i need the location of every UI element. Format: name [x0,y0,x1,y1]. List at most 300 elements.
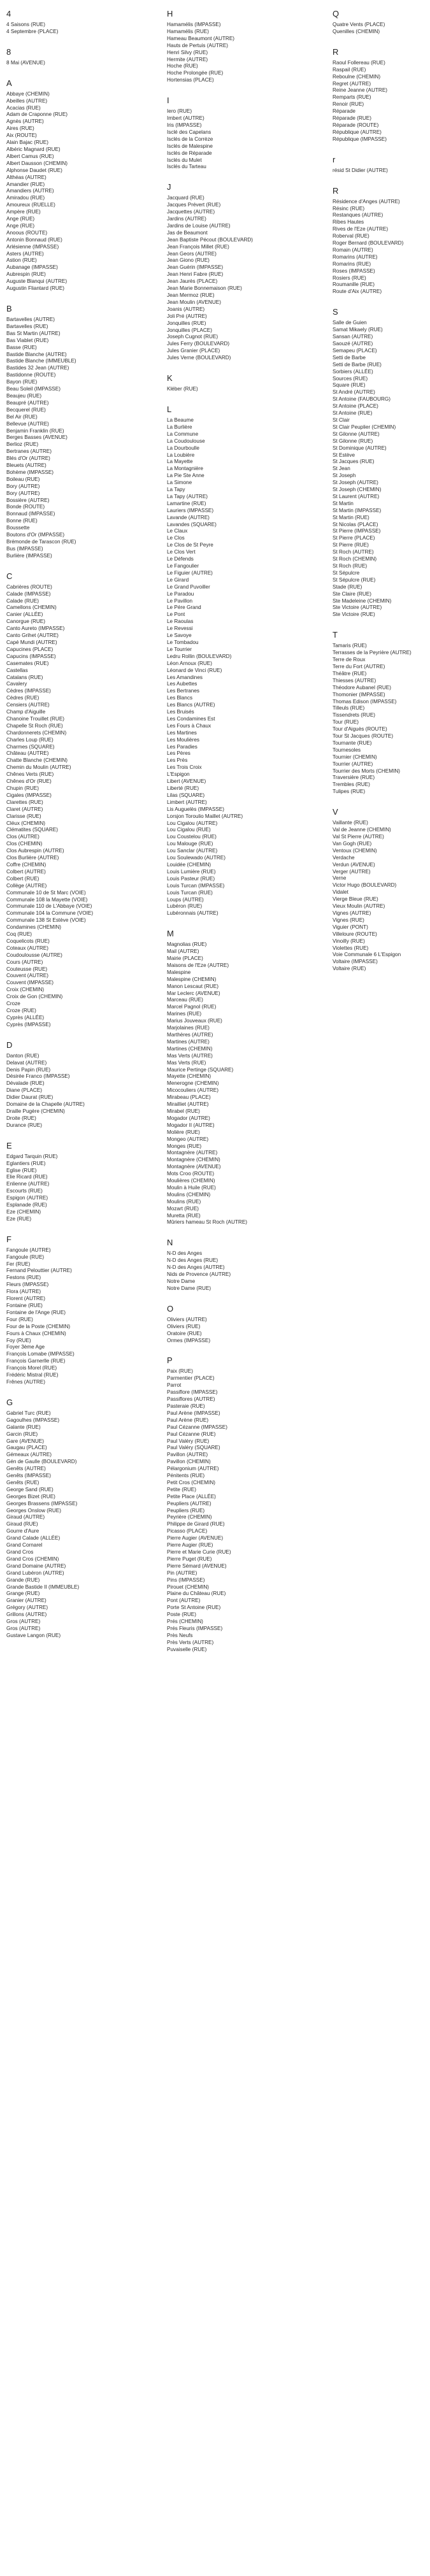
street-entry: Gare (AVENUE) [6,1438,44,1444]
street-entry: Les Fours à Chaux [167,722,211,729]
letter-group [6,9,140,36]
street-entry: Bastide Blanche (IMMEUBLE) [6,358,76,364]
street-entry: St Jacques (RUE) [333,459,375,465]
street-entry: Bory (AUTRE) [6,490,40,496]
street-entry: St Antoine (FAUBOURG) [333,396,391,403]
street-entry: Verdache [333,854,355,861]
street-entry: Terre de Roux [333,657,366,663]
street-entry: Fangoule (AUTRE) [6,1247,51,1253]
street-entry: Jean Guérin (IMPASSE) [167,264,224,271]
street-entry: Gustave Langon (RUE) [6,1632,61,1638]
street-entry: Foy (RUE) [6,1337,31,1343]
street-entry: Coteaux (AUTRE) [6,945,48,951]
street-entry: Ste Claire (RUE) [333,590,371,597]
street-entry: Martines (CHEMIN) [167,1045,213,1052]
street-entry: Camellons (CHEMIN) [6,605,57,611]
street-entry: Danton (RUE) [6,1052,39,1059]
street-entry: Coudoulousse (AUTRE) [6,952,62,958]
street-entry: Benjamin Franklin (RUE) [6,427,64,434]
street-entry: Malespine [167,969,191,975]
street-entry: Chapelle St Roch (RUE) [6,722,63,729]
street-entry: Granier (AUTRE) [6,1598,47,1604]
street-entry: Festons (RUE) [6,1275,41,1281]
street-list [167,1317,301,1345]
letter-group [167,1304,301,1345]
street-entry: La Pie Ste Anne [167,473,204,479]
street-entry: Philippe de Girard (RUE) [167,1521,225,1528]
street-entry: Aubrespin (RUE) [6,271,46,278]
street-entry: Bartavelles (AUTRE) [6,317,55,322]
letter-group [167,182,301,362]
street-entry: Amandier (RUE) [6,181,45,187]
street-entry: Charles Loup (RUE) [6,736,54,743]
group-letter-heading: 4 [6,9,11,18]
street-entry: St Sépulcre (RUE) [333,576,376,583]
street-entry: Pins (IMPASSE) [167,1577,205,1583]
street-entry: Vierge Bleue (RUE) [333,896,378,903]
street-entry: Viguier (PONT) [333,924,368,930]
street-entry: Le Tourrier [167,646,192,652]
street-entry: Florent (AUTRE) [6,1296,45,1302]
street-entry: Jean François Millet (RUE) [167,243,229,250]
street-list [333,60,430,143]
street-entry: Roses (IMPASSE) [333,268,375,274]
group-letter-heading: V [333,807,338,817]
group-letter-heading: C [6,571,13,581]
street-entry: Mirabel (RUE) [167,1108,200,1114]
street-entry: Thiesses (AUTRE) [333,677,376,683]
street-entry: Salle de Guien [333,320,367,326]
street-entry: Restanques (AUTRE) [333,212,383,218]
street-entry: La Dourboulle [167,445,199,451]
street-entry: Cyprès (ALLÉE) [6,1014,45,1020]
street-entry: République (IMPASSE) [333,136,387,142]
street-entry: Ste Victoire (AUTRE) [333,605,382,611]
street-entry: Pirouet (CHEMIN) [167,1584,209,1590]
street-entry: Cléux (CHEMIN) [6,820,45,826]
street-entry: Grand Cros (CHEMIN) [6,1556,59,1562]
street-entry: St Pierre (PLACE) [333,535,375,541]
street-entry: Tamaris (RUE) [333,643,367,649]
street-entry: Petite (RUE) [167,1486,196,1492]
street-entry: Grande (RUE) [6,1577,40,1583]
street-entry: Albert Dausson (CHEMIN) [6,160,68,166]
street-entry: Marthères (AUTRE) [167,1032,213,1038]
street-entry: Alphonse Daudet (RUE) [6,167,62,173]
street-entry: Trembles (RUE) [333,782,370,788]
street-entry: Adam de Craponne (RUE) [6,111,68,118]
street-entry: Les Bertranes [167,688,199,694]
street-entry: Jas de Beaumont [167,229,208,236]
street-entry: Voltaire (IMPASSE) [333,959,378,965]
group-letter-heading: J [167,182,171,192]
street-entry: Tournier (CHEMIN) [333,754,377,760]
street-entry: Tour St Jacques (ROUTE) [333,733,394,740]
street-entry: Tulipes (RUE) [333,789,366,795]
index-column-1 [6,9,140,1651]
street-entry: Eze (CHEMIN) [6,1208,41,1215]
street-entry: Le Fangoulier [167,563,199,569]
street-entry: Molière (RUE) [167,1129,200,1135]
street-entry: Paul Arène (RUE) [167,1417,209,1423]
street-entry: Diane (PLACE) [6,1087,42,1094]
street-entry: Maisons de l'Eze (AUTRE) [167,962,229,968]
street-entry: Georges Bizet (RUE) [6,1493,55,1499]
street-entry: Colbert (AUTRE) [6,868,46,875]
street-entry: La Tapy [167,487,185,493]
street-list [167,386,301,393]
street-entry: Le Défends [167,556,194,562]
letter-group [333,47,430,143]
street-entry: Parrot [167,1382,182,1389]
street-entry: Croix de Gon (CHEMIN) [6,994,63,1000]
street-entry: Georges Onslow (RUE) [6,1507,61,1513]
street-entry: Reine Jeanne (AUTRE) [333,87,388,94]
street-entry: Droite (RUE) [6,1115,36,1121]
street-entry: Route d'Aix (AUTRE) [333,289,382,295]
street-entry: Coquelicots (RUE) [6,938,50,944]
group-letter-heading: r [333,154,336,164]
street-entry: Jean Marie Bonnemaison (RUE) [167,285,242,292]
street-entry: Jean Moulin (AVENUE) [167,299,221,305]
street-entry: Thomas Edison (IMPASSE) [333,698,397,705]
street-entry: Basse (RUE) [6,344,37,350]
street-entry: Cyprès (IMPASSE) [6,1021,51,1027]
street-entry: Paul Cézanne (RUE) [167,1431,216,1437]
street-entry: Joanis (AUTRE) [167,306,205,312]
street-entry: L'Espigon [167,771,190,778]
street-entry: Couvent (AUTRE) [6,973,48,979]
street-entry: Peupliers (AUTRE) [167,1500,211,1506]
street-entry: Mas Verts (AUTRE) [167,1052,213,1059]
street-entry: St Estève [333,452,355,458]
street-entry: St Martin (IMPASSE) [333,507,382,513]
street-entry: Bastide Blanche (AUTRE) [6,351,67,357]
street-entry: Square (RUE) [333,382,366,389]
street-entry: Chatte Blanche (CHEMIN) [6,757,68,764]
street-entry: Gabriel Turc (RUE) [6,1410,51,1416]
street-entry: Notre Dame [167,1278,196,1284]
street-entry: Les Pères [167,750,190,757]
street-entry: Le Paradou [167,590,194,597]
street-entry: Le Tombadou [167,639,199,645]
street-entry: Lou Cigalou (RUE) [167,827,211,833]
street-entry: Jacques Prévert (RUE) [167,202,221,208]
street-entry: Clarettes (RUE) [6,799,43,805]
street-entry: Bel Air (RUE) [6,413,38,420]
street-entry: Boileau (RUE) [6,476,40,482]
street-entry: Georges Brassens (IMPASSE) [6,1500,78,1506]
street-entry: Enlienne (AUTRE) [6,1181,50,1187]
street-entry: Mirailliet (AUTRE) [167,1101,209,1108]
street-entry: Couvent (IMPASSE) [6,980,54,986]
street-entry: La Loubière [167,452,195,458]
street-entry: Oratoire (RUE) [167,1330,202,1336]
street-entry: Cèdres (RUE) [6,695,39,701]
street-entry: Le Pont [167,612,185,618]
street-entry: Lauriers (IMPASSE) [167,507,214,513]
street-entry: Jonquilles (PLACE) [167,327,212,333]
street-entry: Semapeu (PLACE) [333,347,377,354]
street-entry: Oliviers (RUE) [167,1323,201,1329]
street-entry: Poste (RUE) [167,1612,196,1618]
street-entry: Villeloure (ROUTE) [333,931,377,937]
street-entry: Le Revessi [167,626,193,632]
street-entry: Les Blancs [167,695,193,701]
street-entry: La Tapy (AUTRE) [167,493,208,499]
street-entry: Paul Cézanne (IMPASSE) [167,1424,227,1430]
street-entry: Albert Camus (RUE) [6,153,54,159]
street-entry: Vinoilly (RUE) [333,938,365,944]
letter-group [6,47,140,67]
letter-group [167,1356,301,1653]
street-entry: St Martin [333,500,354,506]
street-entry: Les Moulières [167,736,199,743]
street-entry: Ampère (RUE) [6,209,41,215]
street-entry: Hamamélis (RUE) [167,28,209,34]
street-entry: Lorsjon Toroulio Maillet (AUTRE) [167,813,243,819]
street-entry: Ledru Rollin (BOULEVARD) [167,653,232,659]
street-entry: Ste Victoire (RUE) [333,612,375,618]
street-entry: Jean Geors (AUTRE) [167,250,217,257]
letter-group [6,571,140,1029]
street-entry: Théâtre (RUE) [333,670,367,676]
street-entry: Draille Pugère (CHEMIN) [6,1108,65,1114]
street-entry: Moulin à Huile (RUE) [167,1184,216,1191]
street-entry: Casemates (RUE) [6,660,49,666]
street-entry: Isclé des Capelans [167,129,211,135]
street-entry: Arlésienne (IMPASSE) [6,243,59,250]
street-entry: Rosiers (RUE) [333,275,366,281]
street-entry: Tilleuls (RUE) [333,705,365,712]
street-entry: Tour (RUE) [333,719,359,726]
street-entry: Setti de Barbe (RUE) [333,361,382,368]
letter-group [6,78,140,292]
street-entry: Vaillante (RUE) [333,820,368,826]
street-entry: Hamamélis (IMPASSE) [167,22,221,27]
street-entry: Jonquilles (RUE) [167,320,206,326]
street-entry: Paix (RUE) [167,1368,193,1375]
street-entry: Roger Bernard (BOULEVARD) [333,240,404,247]
street-entry: Burlière (IMPASSE) [6,552,52,559]
group-letter-heading: E [6,1140,12,1150]
street-entry: Boutons d'Or (IMPASSE) [6,532,65,538]
street-entry: Tourrier des Morts (CHEMIN) [333,768,400,774]
street-entry: Lou Coustelou (RUE) [167,834,217,840]
street-list [6,60,140,67]
street-entry: Maurice Pertinge (SQUARE) [167,1066,234,1073]
street-entry: Communale 10 de St Marc (VOIE) [6,889,86,896]
street-entry: Capucins (IMPASSE) [6,653,56,659]
street-entry: Isclés de la Corrèze [167,136,213,142]
street-entry: Champ d'Aiguille [6,709,46,715]
street-entry: Les Trois Croix [167,764,202,771]
street-entry: Lavande (AUTRE) [167,514,210,520]
street-entry: Calade (IMPASSE) [6,590,51,597]
street-entry: Pélargonium (AUTRE) [167,1466,219,1472]
street-entry: George Sand (RUE) [6,1486,54,1492]
letter-group [333,9,430,36]
street-entry: Gémeaux (AUTRE) [6,1452,52,1458]
street-entry: Gourre d'Aure [6,1528,39,1535]
street-entry: Collège (AUTRE) [6,882,47,889]
street-entry: Althéas (AUTRE) [6,174,47,180]
street-entry: Pierre Augier (RUE) [167,1542,213,1549]
street-entry: Le Raoulas [167,619,194,625]
street-entry: Château (AUTRE) [6,750,49,757]
street-entry: Pasteraie (RUE) [167,1403,205,1409]
street-entry: Marius Jouveaux (RUE) [167,1018,222,1024]
street-entry: Verdun (AVENUE) [333,861,375,868]
street-entry: Le Grand Puvoiller [167,583,210,590]
street-entry: Gaugau (PLACE) [6,1445,47,1451]
street-entry: Marcel Pagnol (RUE) [167,1004,217,1010]
street-entry: Bleuets (AUTRE) [6,462,47,469]
street-entry: Mots Croo (ROUTE) [167,1171,215,1177]
street-entry: Aix (ROUTE) [6,132,37,139]
street-entry: Bus (IMPASSE) [6,545,43,552]
street-entry: Grillons (AUTRE) [6,1612,47,1618]
group-letter-heading: 8 [6,47,11,57]
street-entry: Paul Valéry (SQUARE) [167,1445,220,1451]
street-entry: Porte St Antoine (RUE) [167,1605,221,1611]
street-entry: Vidalet [333,889,348,896]
group-letter-heading: B [6,304,12,313]
street-entry: Montagnère (CHEMIN) [167,1157,220,1163]
street-entry: Communale 104 la Commune (VOIE) [6,910,94,917]
street-entry: Bartavelles (RUE) [6,323,48,329]
street-list [333,22,430,36]
street-entry: Hauts de Pertuis (AUTRE) [167,42,229,48]
street-entry: Thomonier (IMPASSE) [333,691,385,698]
group-letter-heading: S [333,307,338,317]
street-entry: Mirabeau (PLACE) [167,1094,211,1101]
street-list [6,22,140,36]
street-entry: Louis Lumière (RUE) [167,868,216,875]
letter-group [6,1398,140,1640]
street-entry: Giraud (AUTRE) [6,1514,45,1521]
street-list [6,1154,140,1223]
street-entry: Le Pére Grand [167,605,201,611]
street-entry: St Dominique (AUTRE) [333,445,387,451]
street-entry: Tour d'Aiguès (ROUTE) [333,726,387,733]
street-entry: Jean Mermoz (RUE) [167,292,215,298]
street-list [167,108,301,171]
street-entry: Stade (RUE) [333,583,362,590]
street-entry: Fontaine de l'Ange (RUE) [6,1309,66,1315]
street-entry: Puvaiselle (RUE) [167,1646,207,1652]
street-entry: Raspail (RUE) [333,66,366,73]
street-entry: Hameau Beaumont (AUTRE) [167,35,235,41]
street-entry: Tournante (RUE) [333,740,372,746]
street-entry: Fernand Pelouttier (AUTRE) [6,1268,72,1274]
street-entry: Terrasses de la Peyrière (AUTRE) [333,650,412,656]
street-entry: Jules Ferry (BOULEVARD) [167,341,230,347]
street-entry: Pierre Puget (RUE) [167,1556,212,1562]
street-entry: Canto Grihet (AUTRE) [6,633,59,639]
street-entry: Lubéron (RUE) [167,903,203,910]
street-entry: Louidée (CHEMIN) [167,861,211,868]
street-entry: Pierre et Marie Curie (RUE) [167,1549,231,1555]
street-entry: Delavat (AUTRE) [6,1059,47,1066]
street-entry: Domaine de la Chapelle (AUTRE) [6,1101,85,1108]
street-entry: Clos Burlière (AUTRE) [6,855,59,861]
street-entry: Les Blancs (AUTRE) [167,702,215,708]
street-entry: Grégory (AUTRE) [6,1605,48,1611]
street-entry: Croze [6,1001,20,1007]
street-entry: Anoous (ROUTE) [6,229,48,236]
street-entry: Le Clos Vert [167,549,196,555]
street-entry: St Pierre (RUE) [333,542,369,548]
street-entry: Chênes Verts (RUE) [6,771,54,778]
group-letter-heading: Q [333,9,340,18]
street-entry: Limbert (AUTRE) [167,799,207,805]
street-entry: Gagoulhes (IMPASSE) [6,1417,60,1423]
street-entry: Vignes (AUTRE) [333,910,371,916]
street-entry: Garcin (RUE) [6,1431,38,1437]
index-column-2 [167,9,301,1665]
street-entry: Berges Basses (AVENUE) [6,434,68,441]
street-entry: Verne [333,875,347,882]
street-entry: Jean Jaurès (PLACE) [167,278,218,285]
street-entry: Blés d'Or (AUTRE) [6,455,50,462]
letter-group [333,630,430,796]
group-letter-heading: A [6,78,12,88]
street-entry: Liberté (RUE) [167,785,199,791]
street-entry: Dévalade (RUE) [6,1080,45,1087]
street-entry: Jardins de Louise (AUTRE) [167,222,231,229]
street-entry: Les Amandines [167,674,203,680]
street-entry: Traversière (RUE) [333,775,375,781]
street-entry: Parmentier (PLACE) [167,1375,215,1382]
street-entry: Gros (AUTRE) [6,1619,41,1625]
street-entry: La Simone [167,480,192,486]
letter-group [6,1234,140,1386]
street-entry: Genêts (RUE) [6,1479,39,1485]
street-entry: Lou Soulewado (AUTRE) [167,855,226,861]
group-letter-heading: H [167,9,173,18]
street-entry: St Joseph (AUTRE) [333,480,378,486]
street-entry: Capucines (PLACE) [6,646,54,652]
street-entry: Les Condamines Est [167,715,215,722]
street-entry: Le Figuier (AUTRE) [167,569,213,576]
street-entry: Augustin Fliantard (RUE) [6,285,65,292]
street-entry: St Nicolas (PLACE) [333,521,378,527]
street-entry: Grand Lubéron (AUTRE) [6,1570,64,1576]
street-entry: Raoul Follereau (RUE) [333,59,385,66]
street-entry: Boussette [6,525,30,531]
street-entry: St Gilonne (AUTRE) [333,431,380,437]
street-entry: Bertranes (AUTRE) [6,448,52,455]
street-entry: Escourts (RUE) [6,1188,43,1194]
street-entry: Quatre Vents (PLACE) [333,22,385,27]
street-entry: Coffre (CHEMIN) [6,861,47,868]
street-entry: Roberval (RUE) [333,233,369,240]
street-entry: Mogador (AUTRE) [167,1115,210,1121]
street-entry: St Roch (AUTRE) [333,549,374,555]
letter-group [6,304,140,560]
street-entry: Esplanade (RUE) [6,1202,47,1208]
street-entry: Fleurs (IMPASSE) [6,1282,49,1288]
street-entry: Muretta (RUE) [167,1212,201,1219]
street-entry: Le Girard [167,576,189,583]
street-entry: Résinc (RUE) [333,205,365,211]
street-entry: Amandiers (AUTRE) [6,188,54,194]
street-entry: Les Bruisés [167,709,194,715]
letter-group [6,1141,140,1223]
street-entry: St Clair Peuplier (CHEMIN) [333,424,396,430]
street-entry: La Montagnière [167,466,203,472]
